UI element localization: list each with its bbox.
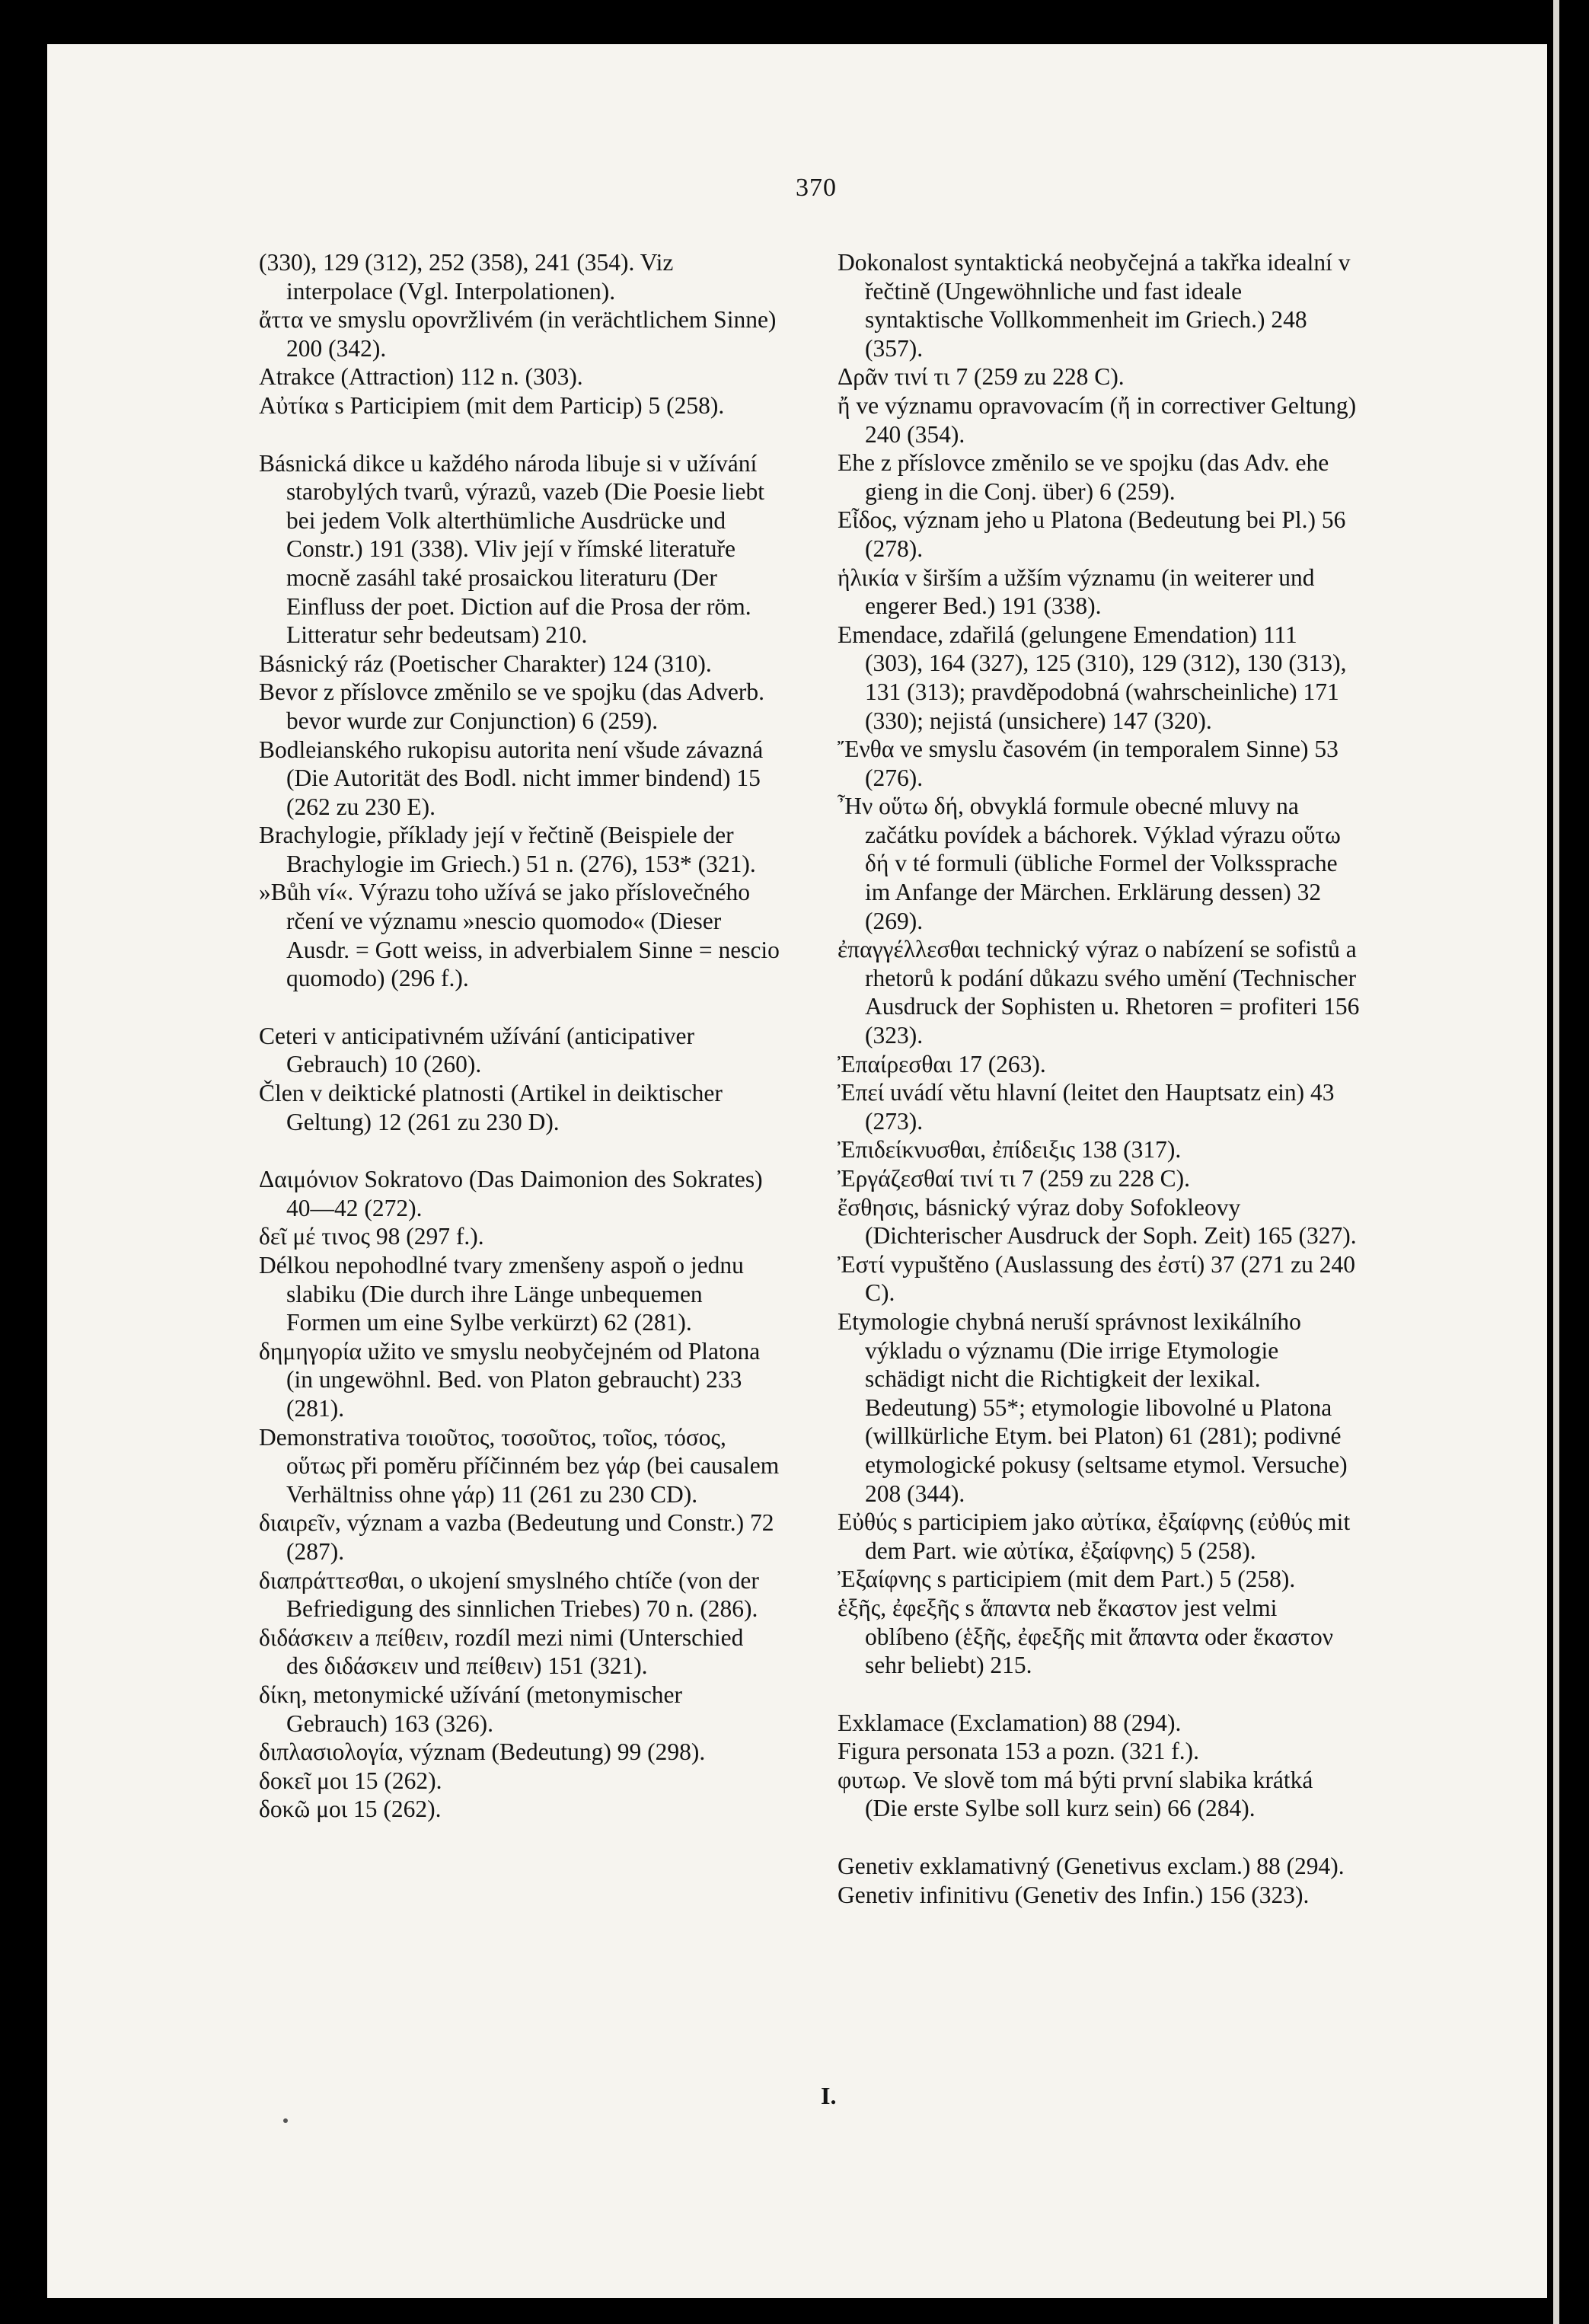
index-entry: Člen v deiktické platnosti (Artikel in deiktischer Geltung) 12 (261 zu 230 D). bbox=[259, 1080, 723, 1135]
index-entry: Δρᾶν τινί τι 7 (259 zu 228 C). bbox=[838, 363, 1125, 391]
index-entry: Bevor z příslovce změnilo se ve spojku (das Adverb. bevor wurde zur Conjunction) 6 (259). bbox=[259, 678, 764, 734]
page-edge bbox=[1553, 0, 1559, 2324]
index-entry: Básnická dikce u každého národa libuje si v užívání starobylých tvarů, výrazů, vazeb (Die Poesie liebt bei jedem Volk alterthümliche Ausdrücke und Constr.) 191 (338). Vliv její v římské literatuře mocně zasáhl také prosaickou literaturu (Der Einfluss der poet. Diction auf die Prosa der röm. Litteratur sehr bedeutsam) 210. bbox=[259, 449, 765, 649]
index-entry: διαπράττεσθαι, o ukojení smyslného chtíče (von der Befriedigung des sinnlichen Triebes) 70 n. (286). bbox=[259, 1566, 759, 1623]
index-entry: Ἐπεί uvádí větu hlavní (leitet den Hauptsatz ein) 43 (273). bbox=[838, 1079, 1335, 1135]
index-entry: δεῖ μέ τινος 98 (297 f.). bbox=[259, 1223, 484, 1250]
speck bbox=[283, 2118, 288, 2123]
index-entry: Δαιμόνιον Sokratovo (Das Daimonion des Sokrates) 40—42 (272). bbox=[259, 1166, 763, 1221]
index-entry: Ἐστί vypuštěno (Auslassung des ἐστί) 37 (271 zu 240 C). bbox=[838, 1250, 1355, 1307]
index-entry: Εἶδος, význam jeho u Platona (Bedeutung bei Pl.) 56 (278). bbox=[838, 506, 1346, 562]
index-entry: Atrakce (Attraction) 112 n. (303). bbox=[259, 363, 583, 391]
index-entry: δίκη, metonymické užívání (metonymischer Gebrauch) 163 (326). bbox=[259, 1681, 683, 1737]
index-entry: Ἔνθα ve smyslu časovém (in temporalem Sinne) 53 (276). bbox=[838, 736, 1339, 791]
index-entry: Εὐθύς s participiem jako αὐτίκα, ἐξαίφνης (εὐθύς mit dem Part. wie αὐτίκα, ἐξαίφνης) 5 (258). bbox=[838, 1508, 1351, 1564]
index-entry: Bodleianského rukopisu autorita není všude závazná (Die Autorität des Bodl. nicht immer bindend) 15 (262 zu 230 E). bbox=[259, 736, 764, 820]
index-entry: ἔσθησις, básnický výraz doby Sofokleovy (Dichterischer Ausdruck der Soph. Zeit) 165 (327). bbox=[838, 1193, 1357, 1250]
index-entry: Ehe z příslovce změnilo se ve spojku (das Adv. ehe gieng in die Conj. über) 6 (259). bbox=[838, 449, 1329, 505]
index-entry: δοκεῖ μοι 15 (262). bbox=[259, 1767, 442, 1794]
index-entry: ἐπαγγέλλεσθαι technický výraz o nabízení se sofistů a rhetorů k podání důkazu svého umění (Technischer Ausdruck der Sophisten u. Rhetoren = profiteri 156 (323). bbox=[838, 936, 1360, 1049]
index-entry: Ceteri v anticipativném užívání (anticipativer Gebrauch) 10 (260). bbox=[259, 1022, 695, 1078]
index-entry: Délkou nepohodlné tvary zmenšeny aspoň o jednu slabiku (Die durch ihre Länge unbequemen Formen um eine Sylbe verkürzt) 62 (281). bbox=[259, 1252, 744, 1336]
section-gap bbox=[259, 1136, 781, 1165]
index-entry: φυτωρ. Ve slově tom má býti první slabika krátká (Die erste Sylbe soll kurz sein) 66 (284). bbox=[838, 1766, 1313, 1822]
right-column bbox=[838, 248, 1360, 1909]
index-entry: ἤ ve významu opravovacím (ἤ in correctiver Geltung) 240 (354). bbox=[838, 391, 1357, 448]
index-entry: Figura personata 153 a pozn. (321 f.). bbox=[838, 1738, 1199, 1765]
index-entry: Demonstrativa τοιοῦτος, τοσοῦτος, τοῖος, τόσος, οὕτως při poměru příčinném bez γάρ (bei causalem Verhältniss ohne γάρ) 11 (261 zu 230 CD). bbox=[259, 1423, 780, 1508]
index-entry: Ἐργάζεσθαί τινί τι 7 (259 zu 228 C). bbox=[838, 1165, 1190, 1192]
index-entry: ἑξῆς, ἐφεξῆς s ἅπαντα neb ἕκαστον jest velmi oblíbeno (ἑξῆς, ἐφεξῆς mit ἅπαντα oder ἕκαστον sehr beliebt) 215. bbox=[838, 1594, 1333, 1679]
index-entry: Αὐτίκα s Participiem (mit dem Particip) 5 (258). bbox=[259, 391, 725, 419]
page-number: 370 bbox=[796, 174, 837, 202]
index-entry: Emendace, zdařilá (gelungene Emendation) 111 (303), 164 (327), 125 (310), 129 (312), 130 (313), 131 (313); pravděpodobná (wahrscheinliche) 171 (330); nejistá (unsichere) 147 (320). bbox=[838, 621, 1347, 734]
index-entry: Ἐξαίφνης s participiem (mit dem Part.) 5 (258). bbox=[838, 1566, 1296, 1593]
index-entry: Dokonalost syntaktická neobyčejná a takřka idealní v řečtině (Ungewöhnliche und fast ideale syntaktische Vollkommenheit im Griech.) 248 (357). bbox=[838, 249, 1351, 362]
index-entry: Brachylogie, příklady její v řečtině (Beispiele der Brachylogie im Griech.) 51 n. (276), 153* (321). bbox=[259, 822, 756, 877]
index-entry: Genetiv infinitivu (Genetiv des Infin.) 156 (323). bbox=[838, 1881, 1310, 1908]
index-entry: διπλασιολογία, význam (Bedeutung) 99 (298). bbox=[259, 1738, 706, 1766]
index-entry: »Bůh ví«. Výrazu toho užívá se jako příslovečného rčení ve významu »nescio quomodo« (Dieser Ausdr. = Gott weiss, in adverbialem Sinne = nescio quomodo) (296 f.). bbox=[259, 879, 780, 992]
section-gap bbox=[838, 1823, 1360, 1852]
index-entry: Etymologie chybná neruší správnost lexikálního výkladu o významu (Die irrige Etymologie schädigt nicht die Richtigkeit der lexikal. Bedeutung) 55*; etymologie libovolné u Platona (willkürliche Etym. bei Platon) 61 (281); podivné etymologické pokusy (seltsame etymol. Versuche) 208 (344). bbox=[838, 1307, 1348, 1507]
index-entry: ἄττα ve smyslu opovržlivém (in verächtlichem Sinne) 200 (342). bbox=[259, 306, 777, 362]
index-entry: Ἦν οὕτω δή, obvyklá formule obecné mluvy na začátku povídek a báchorek. Výklad výrazu οὕτω δή v té formuli (übliche Formel der Volkssprache im Anfange der Märchen. Erklärung dessen) 32 (269). bbox=[838, 793, 1341, 934]
index-entry: (330), 129 (312), 252 (358), 241 (354). Viz interpolace (Vgl. Interpolationen). bbox=[259, 249, 674, 305]
section-gap bbox=[259, 993, 781, 1022]
index-entry: Genetiv exklamativný (Genetivus exclam.) 88 (294). bbox=[838, 1853, 1345, 1880]
index-entry: Ἐπαίρεσθαι 17 (263). bbox=[838, 1050, 1046, 1077]
index-entry: διαιρεῖν, význam a vazba (Bedeutung und Constr.) 72 (287). bbox=[259, 1509, 774, 1565]
index-entry: δοκῶ μοι 15 (262). bbox=[259, 1796, 442, 1823]
section-gap bbox=[838, 1680, 1360, 1709]
signature-mark: I. bbox=[821, 2082, 837, 2109]
index-entry: διδάσκειν a πείθειν, rozdíl mezi nimi (Unterschied des διδάσκειν und πείθειν) 151 (321). bbox=[259, 1623, 744, 1680]
section-gap bbox=[259, 420, 781, 449]
left-column bbox=[259, 248, 781, 1824]
index-entry: Básnický ráz (Poetischer Charakter) 124 (310). bbox=[259, 650, 712, 677]
index-entry: δημηγορία užito ve smyslu neobyčejném od Platona (in ungewöhnl. Bed. von Platon gebraucht) 233 (281). bbox=[259, 1337, 761, 1422]
index-entry: ἡλικία v širším a užším významu (in weiterer und engerer Bed.) 191 (338). bbox=[838, 563, 1315, 620]
index-entry: Exklamace (Exclamation) 88 (294). bbox=[838, 1709, 1182, 1736]
index-entry: Ἐπιδείκνυσθαι, ἐπίδειξις 138 (317). bbox=[838, 1136, 1182, 1164]
